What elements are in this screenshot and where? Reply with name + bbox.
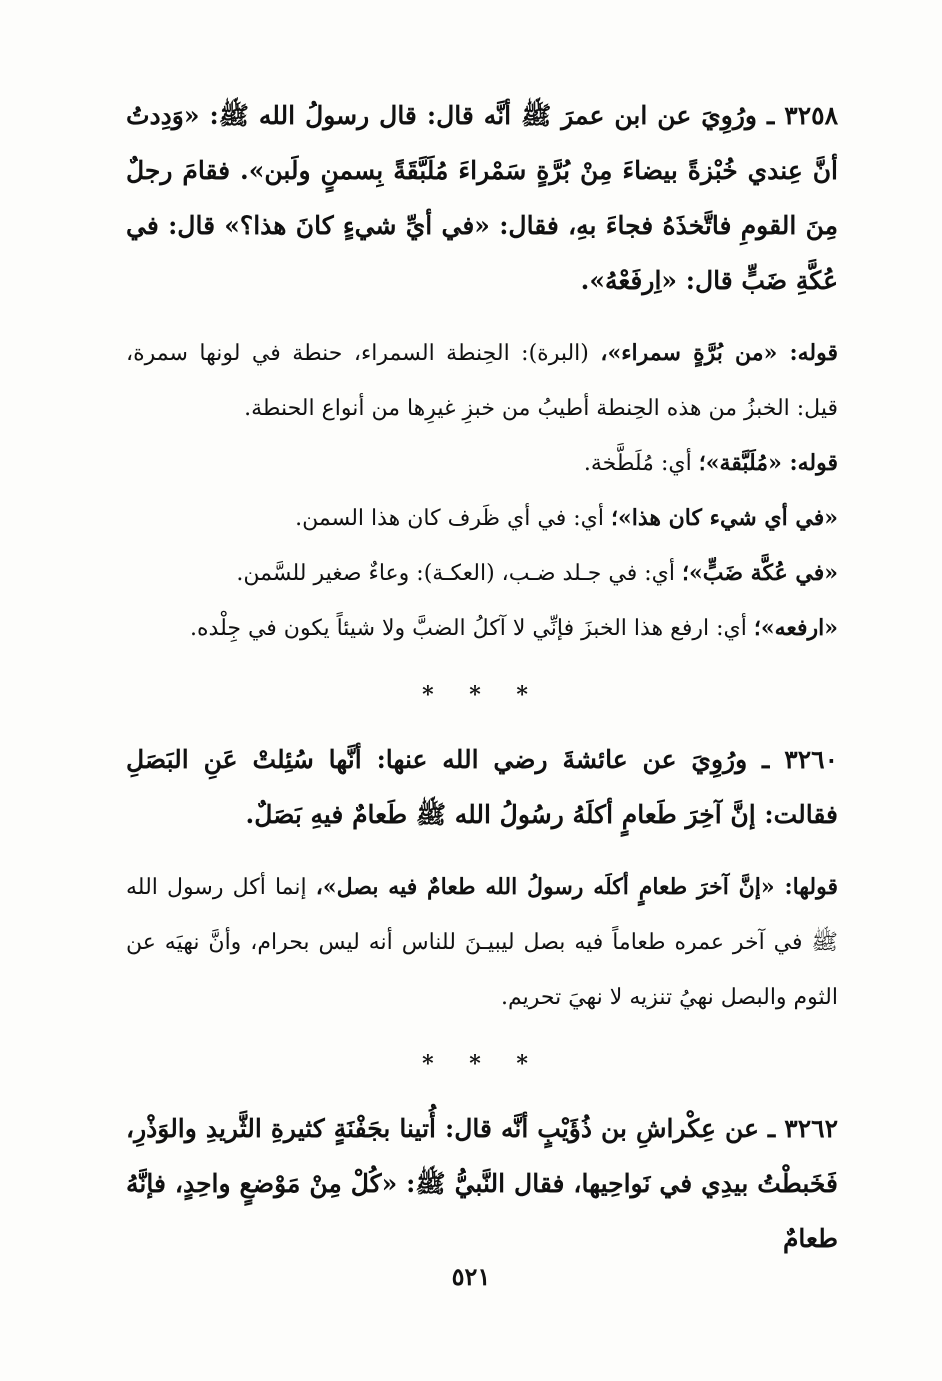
- section-separator: * * *: [422, 682, 542, 708]
- commentary-lead: «في عُكَّة ضَبٍّ»؛: [681, 560, 838, 586]
- page-number: ٥٢١: [451, 1262, 491, 1291]
- hadith-number: ٣٢٦٠: [784, 745, 838, 774]
- commentary-lead: «في أي شيء كان هذا»؛: [610, 505, 838, 531]
- hadith-number: ٣٢٥٨: [784, 101, 838, 130]
- commentary-lead: قولها: «إنَّ آخرَ طعامٍ أكلَه رسولُ الله طعامٌ فيه بصل»،: [315, 874, 838, 900]
- commentary-lead: قوله: «من بُرَّةٍ سمراء»،: [600, 340, 838, 366]
- commentary-paragraph: [126, 546, 838, 601]
- hadith-text: ـ عن عِكْراشِ بن ذُؤَيْبٍ أنَّه قال: أُتينا بجَفْنَةٍ كثيرةِ الثَّريدِ والوَذْرِ، فَخَبطْتُ بيدِي في نَواحِيها، فقال النَّبيُّ ﷺ: «كُلْ مِنْ مَوْضعٍ واحِدٍ، فإنَّهُ طعامٌ: [126, 1114, 838, 1253]
- hadith-3258: [126, 88, 838, 308]
- hadith-3260: [126, 732, 838, 842]
- hadith-text: ـ ورُوِيَ عن عائشةَ رضي الله عنها: أنَّها سُئِلتْ عَنِ البَصَلِ فقالت: إنَّ آخِرَ طَعامٍ أكلَهُ رسُولُ الله ﷺ طَعامٌ فيهِ بَصَلٌ.: [126, 745, 838, 829]
- commentary-lead: قوله: «مُلَبَّقة»؛: [698, 450, 838, 476]
- commentary-paragraph: [126, 491, 838, 546]
- hadith-number: ٣٢٦٢: [784, 1114, 838, 1143]
- commentary-paragraph: [126, 436, 838, 491]
- commentary-text: أي: في جـلد ضـب، (العكـة): وعاءٌ صغير للسَّمن.: [236, 561, 682, 586]
- hadith-text: ـ ورُوِيَ عن ابن عمرَ ﷺ أنَّه قال: قال رسولُ الله ﷺ: «وَدِدتُ أنَّ عِندي خُبْزةً بيضاءَ مِنْ بُرَّةٍ سَمْراءَ مُلَبَّقَةً بِسمنٍ ولَبن». فقامَ رجلٌ مِنَ القومِ فاتَّخذَهُ فجاءَ بهِ، فقال: «في أيِّ شيءٍ كانَ هذا؟» قال: في عُكَّةِ ضَبٍّ قال: «اِرفَعْهُ».: [126, 101, 838, 295]
- commentary-text: أي: في أي ظَرف كان هذا السمن.: [295, 506, 611, 531]
- commentary-text: إنما أكل رسول الله ﷺ في آخر عمره طعاماً فيه بصل ليبيـنَ للناس أنه ليس بحرام، وأنَّ نهيَه عن الثوم والبصل نهيُ تنزيه لا نهيَ تحريم.: [126, 875, 838, 1010]
- commentary-paragraph: [126, 601, 838, 656]
- commentary-text: أي: ارفع هذا الخبزَ فإنِّي لا آكلُ الضبَّ ولا شيئاً يكون في جِلْده.: [190, 616, 754, 641]
- commentary-paragraph: [126, 860, 838, 1025]
- commentary-paragraph: [126, 326, 838, 436]
- commentary-text: (البرة): الحِنطة السمراء، حنطة في لونها سمرة، قيل: الخبزُ من هذه الحِنطة أطيبُ من خبزِ غيرِها من أنواع الحنطة.: [126, 341, 838, 421]
- section-separator: * * *: [422, 1051, 542, 1077]
- commentary-text: أي: مُلَطَّخة.: [583, 451, 699, 476]
- commentary-lead: «ارفعه»؛: [753, 615, 838, 641]
- hadith-3262: [126, 1101, 838, 1266]
